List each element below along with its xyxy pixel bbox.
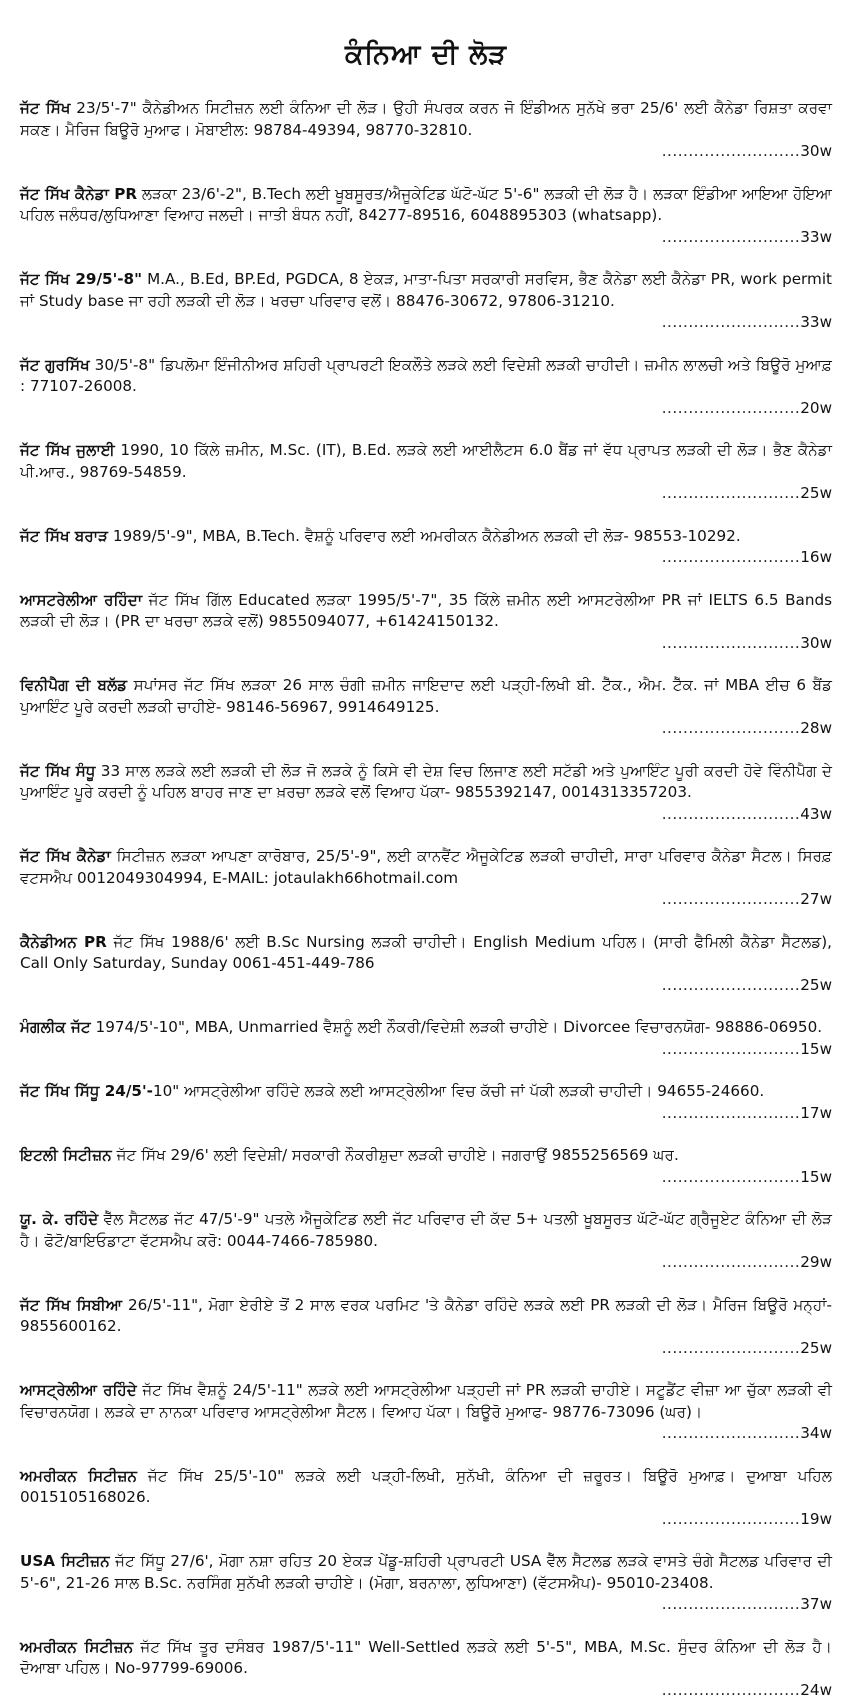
ad-body [20,1081,832,1103]
ad-lead: ਜੱਟ ਗੁਰਸਿੱਖ [20,356,90,374]
ad-size-row [20,1338,832,1360]
leader-dots: .......................... [20,141,800,163]
page-title: ਕੰਨਿਆ ਦੀ ਲੋੜ [20,0,832,94]
ad-word-count: 43w [800,804,832,826]
ad-body [20,1209,832,1252]
leader-dots: .......................... [20,718,800,740]
ad-lead: ਜੱਟ ਸਿੱਖ ਸਿੱਧੂ 24/5'- [20,1082,153,1100]
ad-word-count: 24w [800,1680,832,1701]
ad-lead: ਆਸਟਰੇਲੀਆ ਰਹਿੰਦਾ [20,591,142,609]
leader-dots: .......................... [20,398,800,420]
leader-dots: .......................... [20,1680,800,1701]
classified-ad [20,355,832,420]
ad-text: ਸਪਾਂਸਰ ਜੱਟ ਸਿੱਖ ਲੜਕਾ 26 ਸਾਲ ਚੰਗੀ ਜ਼ਮੀਨ ਜਾਇਦਾਦ ਲਈ ਪੜ੍ਹੀ-ਲਿਖੀ ਬੀ. ਟੈੱਕ., ਐਮ. ਟੈੱਕ. ਜਾਂ MBA ਈਚ 6 ਬੈਂਡ ਪੁਆਇੰਟ ਪੂਰੇ ਕਰਦੀ ਲੜਕੀ ਚਾਹੀਏ- 98146-56967, 9914649125. [20,676,832,716]
ad-word-count: 29w [800,1252,832,1274]
ad-lead: USA ਸਿਟੀਜ਼ਨ [20,1552,110,1570]
leader-dots: .......................... [20,547,800,569]
ad-lead: ਜੱਟ ਸਿੱਖ ਜੁਲਾਈ [20,441,115,459]
ad-text: 30/5'-8" ਡਿਪਲੋਮਾ ਇੰਜੀਨੀਅਰ ਸ਼ਹਿਰੀ ਪ੍ਰਾਪਰਟੀ ਇਕਲੌਤੇ ਲੜਕੇ ਲਈ ਵਿਦੇਸ਼ੀ ਲੜਕੀ ਚਾਹੀਦੀ। ਜ਼ਮੀਨ ਲਾਲਚੀ ਅਤੇ ਬਿਊਰੋ ਮੁਆਫ਼ : 77107-26008. [20,356,832,396]
ad-text: 23/5'-7" ਕੈਨੇਡੀਅਨ ਸਿਟੀਜ਼ਨ ਲਈ ਕੰਨਿਆ ਦੀ ਲੋੜ। ਉਹੀ ਸੰਪਰਕ ਕਰਨ ਜੋ ਇੰਡੀਅਨ ਸੁਨੱਖੇ ਭਰਾ 25/6' ਲਈ ਕੈਨੇਡਾ ਰਿਸ਼ਤਾ ਕਰਵਾ ਸਕਣ। ਮੈਰਿਜ ਬਿਊਰੋ ਮੁਆਫ। ਮੋਬਾਈਲ: 98784-49394, 98770-32810. [20,99,832,139]
ad-word-count: 17w [800,1103,832,1125]
ad-size-row [20,889,832,911]
ad-lead: ਆਸਟ੍ਰੇਲੀਆ ਰਹਿੰਦੇ [20,1381,137,1399]
classified-ad [20,1380,832,1445]
leader-dots: .......................... [20,804,800,826]
ad-word-count: 30w [800,141,832,163]
ad-text: 33 ਸਾਲ ਲੜਕੇ ਲਈ ਲੜਕੀ ਦੀ ਲੋੜ ਜੋ ਲੜਕੇ ਨੂੰ ਕਿਸੇ ਵੀ ਦੇਸ਼ ਵਿਚ ਲਿਜਾਣ ਲਈ ਸਟੱਡੀ ਅਤੇ ਪੁਆਇੰਟ ਪੂਰੀ ਕਰਦੀ ਹੋਵੇ ਵਿੰਨੀਪੈਗ ਦੇ ਪੁਆਇੰਟ ਪੂਰੇ ਕਰਦੀ ਨੂੰ ਪਹਿਲ ਬਾਹਰ ਜਾਣ ਦਾ ਖ਼ਰਚਾ ਲੜਕੇ ਵਲੋਂ ਵਿਆਹ ਪੱਕਾ- 9855392147, 0014313357203. [20,762,832,802]
ad-lead: ਮੰਗਲੀਕ ਜੱਟ [20,1018,91,1036]
classified-ad [20,1295,832,1360]
ad-lead: ਜੱਟ ਸਿੱਖ ਸੰਧੂ [20,762,96,780]
leader-dots: .......................... [20,1594,800,1616]
ad-word-count: 30w [800,633,832,655]
classified-ad [20,1145,832,1188]
ad-text: ਜੱਟ ਸਿੱਖ 29/6' ਲਈ ਵਿਦੇਸ਼ੀ/ ਸਰਕਾਰੀ ਨੌਕਰੀਸ਼ੁਦਾ ਲੜਕੀ ਚਾਹੀਏ। ਜਗਰਾਉਂ 9855256569 ਘਰ. [112,1146,679,1164]
ad-size-row [20,1103,832,1125]
ad-body [20,1295,832,1338]
ad-lead: ਇਟਲੀ ਸਿਟੀਜ਼ਨ [20,1146,112,1164]
ad-body [20,675,832,718]
ad-size-row [20,1039,832,1061]
ad-text: 10" ਆਸਟ੍ਰੇਲੀਆ ਰਹਿੰਦੇ ਲੜਕੇ ਲਈ ਆਸਟ੍ਰੇਲੀਆ ਵਿਚ ਕੱਚੀ ਜਾਂ ਪੱਕੀ ਲੜਕੀ ਚਾਹੀਦੀ। 94655-24660. [153,1082,764,1100]
leader-dots: .......................... [20,1338,800,1360]
classified-ad [20,761,832,826]
ad-text: ਜੱਟ ਸਿੱਖ ਗਿੱਲ Educated ਲੜਕਾ 1995/5'-7", 35 ਕਿੱਲੇ ਜ਼ਮੀਨ ਲਈ ਆਸਟਰੇਲੀਆ PR ਜਾਂ IELTS 6.5 Bands ਲੜਕੀ ਦੀ ਲੋੜ। (PR ਦਾ ਖਰਚਾ ਲੜਕੇ ਵਲੋਂ) 9855094077, +61424150132. [20,591,832,631]
leader-dots: .......................... [20,633,800,655]
ad-lead: ਯੂ. ਕੇ. ਰਹਿੰਦੇ [20,1210,98,1228]
classified-ad [20,846,832,911]
ad-body [20,269,832,312]
ad-lead: ਅਮਰੀਕਨ ਸਿਟੀਜ਼ਨ [20,1467,137,1485]
ad-lead: ਜੱਟ ਸਿੱਖ [20,99,71,117]
leader-dots: .......................... [20,1509,800,1531]
classified-ad [20,184,832,249]
ad-body [20,526,832,548]
ad-text: 26/5'-11", ਮੋਗਾ ਏਰੀਏ ਤੋਂ 2 ਸਾਲ ਵਰਕ ਪਰਮਿਟ 'ਤੇ ਕੈਨੇਡਾ ਰਹਿੰਦੇ ਲੜਕੇ ਲਈ PR ਲੜਕੀ ਦੀ ਲੋੜ। ਮੈਰਿਜ ਬਿਊਰੋ ਮਨ੍ਹਾਂ- 9855600162. [20,1296,832,1336]
ad-body [20,184,832,227]
ad-text: ਜੱਟ ਸਿੱਧੂ 27/6', ਮੋਗਾ ਨਸ਼ਾ ਰਹਿਤ 20 ਏਕੜ ਪੇਂਡੂ-ਸ਼ਹਿਰੀ ਪ੍ਰਾਪਰਟੀ USA ਵੈੱਲ ਸੈਟਲਡ ਲੜਕੇ ਵਾਸਤੇ ਚੰਗੇ ਸੈਟਲਡ ਪਰਿਵਾਰ ਦੀ 5'-6", 21-26 ਸਾਲ B.Sc. ਨਰਸਿੰਗ ਸੁਨੱਖੀ ਲੜਕੀ ਚਾਹੀਏ। (ਮੋਗਾ, ਬਰਨਾਲਾ, ਲੁਧਿਆਣਾ) (ਵੱਟਸਐਪ)- 95010-23408. [20,1552,832,1592]
ad-size-row [20,718,832,740]
ads-list [20,98,832,1701]
classified-ad [20,1466,832,1531]
ad-body [20,1466,832,1509]
ad-lead: ਵਿਨੀਪੈਗ ਦੀ ਬਲੱਡ [20,676,127,694]
ad-word-count: 20w [800,398,832,420]
ad-body [20,440,832,483]
ad-text: 1974/5'-10", MBA, Unmarried ਵੈਸ਼ਨੂੰ ਲਈ ਨੌਕਰੀ/ਵਿਦੇਸ਼ੀ ਲੜਕੀ ਚਾਹੀਏ। Divorcee ਵਿਚਾਰਨਯੋਗ- 98886-06950. [91,1018,822,1036]
ad-size-row [20,1252,832,1274]
ad-word-count: 34w [800,1423,832,1445]
ad-body [20,590,832,633]
classified-ad [20,675,832,740]
leader-dots: .......................... [20,1423,800,1445]
classified-ad [20,1637,832,1701]
classified-ad [20,1081,832,1124]
ad-body [20,1017,832,1039]
classified-ad [20,1551,832,1616]
ad-body [20,98,832,141]
ad-size-row [20,227,832,249]
ad-text: 1989/5'-9", MBA, B.Tech. ਵੈਸ਼ਨੂੰ ਪਰਿਵਾਰ ਲਈ ਅਮਰੀਕਨ ਕੈਨੇਡੀਅਨ ਲੜਕੀ ਦੀ ਲੋੜ- 98553-10292. [108,527,741,545]
ad-size-row [20,1167,832,1189]
ad-text: ਜੱਟ ਸਿੱਖ ਵੈਸ਼ਨੂੰ 24/5'-11" ਲੜਕੇ ਲਈ ਆਸਟ੍ਰੇਲੀਆ ਪੜ੍ਹਦੀ ਜਾਂ PR ਲੜਕੀ ਚਾਹੀਏ। ਸਟੂਡੈਂਟ ਵੀਜ਼ਾ ਆ ਚੁੱਕਾ ਲੜਕੀ ਵੀ ਵਿਚਾਰਨਯੋਗ। ਲੜਕੇ ਦਾ ਨਾਨਕਾ ਪਰਿਵਾਰ ਆਸਟ੍ਰੇਲੀਆ ਸੈਟਲ। ਵਿਆਹ ਪੱਕਾ। ਬਿਊਰੋ ਮੁਆਫ- 98776-73096 (ਘਰ)। [20,1381,832,1421]
ad-size-row [20,312,832,334]
ad-lead: ਜੱਟ ਸਿੱਖ ਬਰਾੜ [20,527,108,545]
leader-dots: .......................... [20,312,800,334]
ad-size-row [20,398,832,420]
ad-size-row [20,1594,832,1616]
ad-size-row [20,1680,832,1701]
ad-size-row [20,1423,832,1445]
ad-word-count: 25w [800,1338,832,1360]
ad-word-count: 15w [800,1167,832,1189]
ad-body [20,761,832,804]
classified-ad [20,269,832,334]
ad-word-count: 37w [800,1594,832,1616]
ad-text: 1990, 10 ਕਿੱਲੇ ਜ਼ਮੀਨ, M.Sc. (IT), B.Ed. ਲੜਕੇ ਲਈ ਆਈਲੈਟਸ 6.0 ਬੈਂਡ ਜਾਂ ਵੱਧ ਪ੍ਰਾਪਤ ਲੜਕੀ ਦੀ ਲੋੜ। ਭੈਣ ਕੈਨੇਡਾ ਪੀ.ਆਰ., 98769-54859. [20,441,832,481]
ad-lead: ਜੱਟ ਸਿੱਖ ਸਿਬੀਆ [20,1296,122,1314]
classified-ad [20,1017,832,1060]
ad-size-row [20,547,832,569]
ad-text: ਜੱਟ ਸਿੱਖ 25/5'-10" ਲੜਕੇ ਲਈ ਪੜ੍ਹੀ-ਲਿਖੀ, ਸੁਨੱਖੀ, ਕੰਨਿਆ ਦੀ ਜ਼ਰੂਰਤ। ਬਿਊਰੋ ਮੁਆਫ਼। ਦੁਆਬਾ ਪਹਿਲ 0015105168026. [20,1467,832,1507]
leader-dots: .......................... [20,1103,800,1125]
ad-word-count: 25w [800,975,832,997]
ad-word-count: 19w [800,1509,832,1531]
ad-lead: ਜੱਟ ਸਿੱਖ 29/5'-8" [20,270,142,288]
ad-body [20,1145,832,1167]
ad-text: ਸਿਟੀਜ਼ਨ ਲੜਕਾ ਆਪਣਾ ਕਾਰੋਬਾਰ, 25/5'-9", ਲਈ ਕਾਨਵੈਂਟ ਐਜੂਕੇਟਿਡ ਲੜਕੀ ਚਾਹੀਦੀ, ਸਾਰਾ ਪਰਿਵਾਰ ਕੈਨੇਡਾ ਸੈਟਲ। ਸਿਰਫ਼ ਵਟਸਐਪ 0012049304994, E-MAIL: jotaulakh66hotmail.com [20,847,832,887]
ad-text: ਜੱਟ ਸਿੱਖ 1988/6' ਲਈ B.Sc Nursing ਲੜਕੀ ਚਾਹੀਦੀ। English Medium ਪਹਿਲ। (ਸਾਰੀ ਫੈਮਿਲੀ ਕੈਨੇਡਾ ਸੈਟਲਡ), Call Only Saturday, Sunday 0061-451-449-786 [20,933,832,973]
ad-body [20,1637,832,1680]
ad-text: ਲੜਕਾ 23/6'-2", B.Tech ਲਈ ਖੂਬਸੂਰਤ/ਐਜੂਕੇਟਿਡ ਘੱਟੋ-ਘੱਟ 5'-6" ਲੜਕੀ ਦੀ ਲੋੜ ਹੈ। ਲੜਕਾ ਇੰਡੀਆ ਆਇਆ ਹੋਇਆ ਪਹਿਲ ਜਲੰਧਰ/ਲੁਧਿਆਣਾ ਵਿਆਹ ਜਲਦੀ। ਜਾਤੀ ਬੰਧਨ ਨਹੀਂ, 84277-89516, 6048895303 (whatsapp). [20,185,832,225]
ad-body [20,355,832,398]
ad-size-row [20,141,832,163]
leader-dots: .......................... [20,1167,800,1189]
classified-ad [20,1209,832,1274]
ad-size-row [20,975,832,997]
ad-word-count: 33w [800,227,832,249]
ad-lead: ਜੱਟ ਸਿੱਖ ਕੈਨੇਡਾ [20,847,111,865]
leader-dots: .......................... [20,975,800,997]
ad-text: ਵੈੱਲ ਸੈਟਲਡ ਜੱਟ 47/5'-9" ਪਤਲੇ ਐਜੂਕੇਟਿਡ ਲਈ ਜੱਟ ਪਰਿਵਾਰ ਦੀ ਕੱਦ 5+ ਪਤਲੀ ਖੂਬਸੂਰਤ ਘੱਟੋ-ਘੱਟ ਗ੍ਰੈਜੂਏਟ ਕੰਨਿਆ ਦੀ ਲੋੜ ਹੈ। ਫੋਟੋ/ਬਾਇਓਡਾਟਾ ਵੱਟਸਐਪ ਕਰੋ: 0044-7466-785980. [20,1210,832,1250]
ad-text: M.A., B.Ed, BP.Ed, PGDCA, 8 ਏਕੜ, ਮਾਤਾ-ਪਿਤਾ ਸਰਕਾਰੀ ਸਰਵਿਸ, ਭੈਣ ਕੈਨੇਡਾ ਲਈ ਕੈਨੇਡਾ PR, work permit ਜਾਂ Study base ਜਾ ਰਹੀ ਲੜਕੀ ਦੀ ਲੋੜ। ਖਰਚਾ ਪਰਿਵਾਰ ਵਲੋਂ। 88476-30672, 97806-31210. [20,270,832,310]
ad-body [20,1380,832,1423]
ad-size-row [20,804,832,826]
ad-text: ਜੱਟ ਸਿੱਖ ਤੂਰ ਦਸੰਬਰ 1987/5'-11" Well-Settled ਲੜਕੇ ਲਈ 5'-5", MBA, M.Sc. ਸੁੰਦਰ ਕੰਨਿਆ ਦੀ ਲੋੜ ਹੈ। ਦੋਆਬਾ ਪਹਿਲ। No-97799-69006. [20,1638,832,1678]
ad-body [20,932,832,975]
leader-dots: .......................... [20,227,800,249]
leader-dots: .......................... [20,1039,800,1061]
leader-dots: .......................... [20,483,800,505]
classified-ad [20,440,832,505]
ad-lead: ਕੈਨੇਡੀਅਨ PR [20,933,107,951]
ad-size-row [20,1509,832,1531]
classified-ad [20,98,832,163]
ad-word-count: 15w [800,1039,832,1061]
ad-body [20,1551,832,1594]
ad-size-row [20,633,832,655]
ad-word-count: 25w [800,483,832,505]
ad-word-count: 27w [800,889,832,911]
leader-dots: .......................... [20,1252,800,1274]
ad-size-row [20,483,832,505]
classified-ad [20,526,832,569]
ad-word-count: 16w [800,547,832,569]
ad-word-count: 33w [800,312,832,334]
ad-word-count: 28w [800,718,832,740]
classified-ad [20,590,832,655]
ad-lead: ਜੱਟ ਸਿੱਖ ਕੈਨੇਡਾ PR [20,185,137,203]
ad-body [20,846,832,889]
ad-lead: ਅਮਰੀਕਨ ਸਿਟੀਜ਼ਨ [20,1638,133,1656]
leader-dots: .......................... [20,889,800,911]
classified-ad [20,932,832,997]
